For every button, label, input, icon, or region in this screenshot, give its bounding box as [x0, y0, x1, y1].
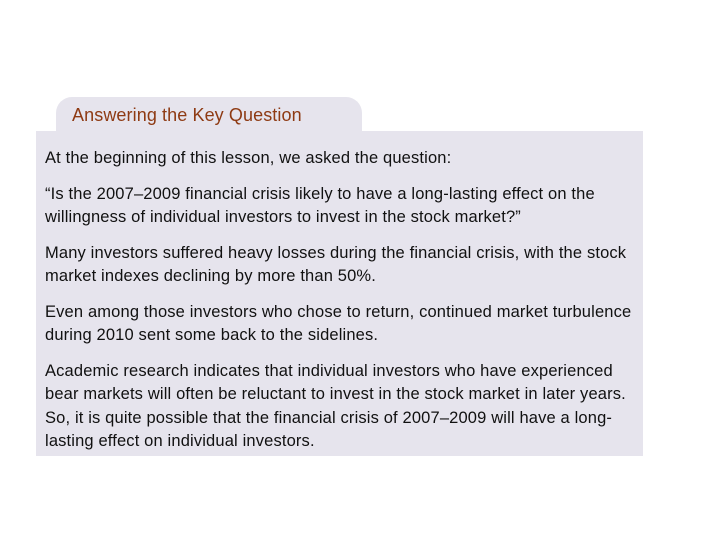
intro-paragraph: At the beginning of this lesson, we asked the question:: [45, 149, 452, 167]
research-paragraph: Academic research indicates that individual investors who have experienced bear markets will often be reluctant to invest in the stock market in later years. So, it is quite possible that the financial crisis of 2007–2009 will have a long-lasting effect on individual investors.: [45, 361, 626, 450]
section-tab: [56, 97, 362, 131]
content-panel: [36, 131, 643, 456]
key-question-paragraph: “Is the 2007–2009 financial crisis likely to have a long-lasting effect on the willingness of individual investors to invest in the stock market?”: [45, 184, 595, 226]
section-title: Answering the Key Question: [72, 105, 302, 125]
turbulence-paragraph: Even among those investors who chose to return, continued market turbulence during 2010 sent some back to the sidelines.: [45, 302, 632, 344]
losses-paragraph: Many investors suffered heavy losses during the financial crisis, with the stock market indexes declining by more than 50%.: [45, 243, 627, 285]
